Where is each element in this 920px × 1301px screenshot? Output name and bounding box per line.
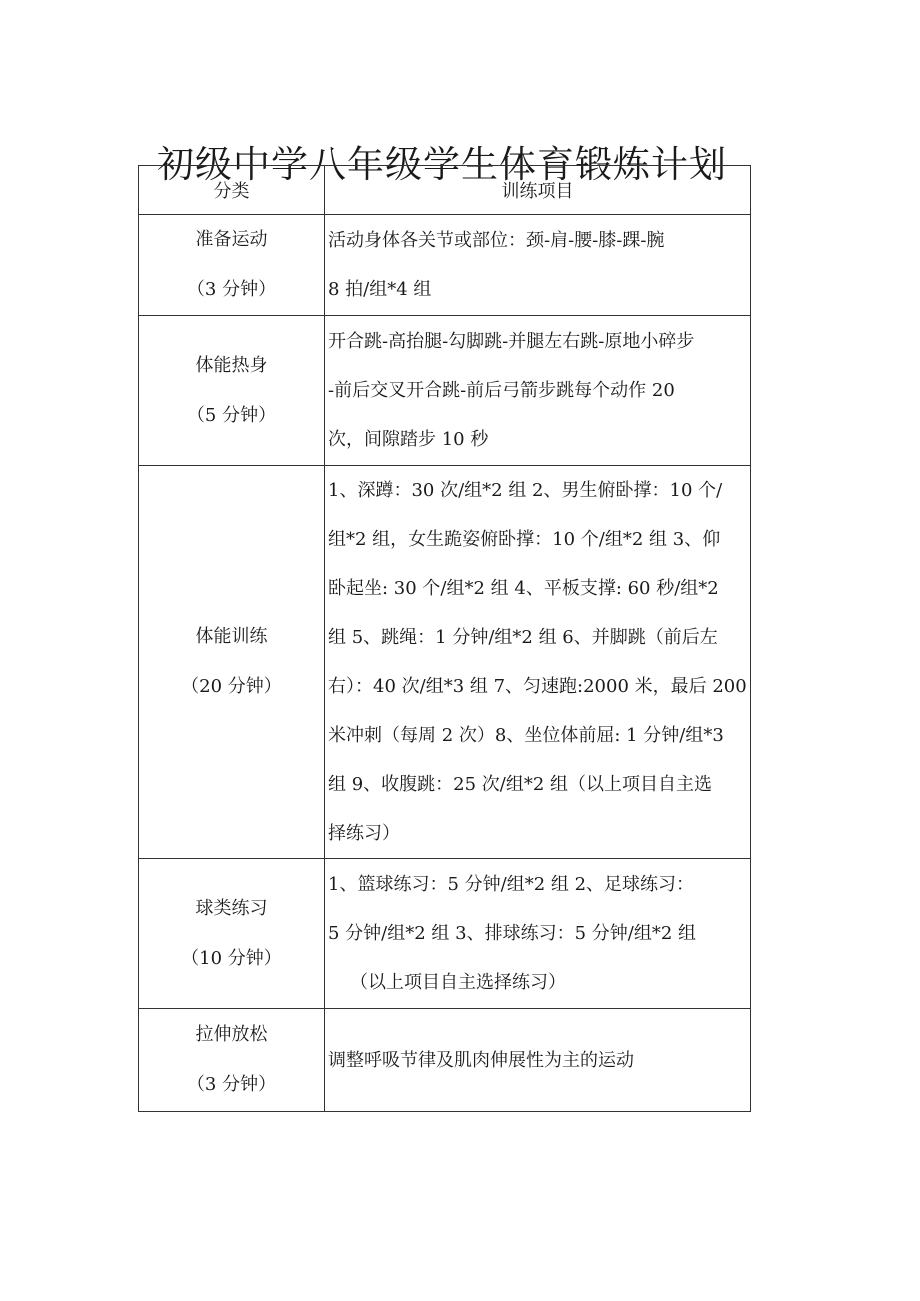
training-items-cell	[325, 316, 751, 466]
content-line: 开合跳-高抬腿-勾脚跳-并腿左右跳-原地小碎步	[328, 331, 695, 352]
category-name: 球类练习	[195, 897, 268, 919]
content-line: 调整呼吸节律及肌肉伸展性为主的运动	[328, 1049, 634, 1071]
content-line: 择练习）	[328, 823, 400, 844]
content-line: 8 拍/组*4 组	[328, 279, 432, 300]
content-line: （以上项目自主选择练习）	[350, 972, 566, 993]
content-line: 1、深蹲：30 次/组*2 组 2、男生俯卧撑：10 个/	[328, 480, 723, 501]
category-name: 拉伸放松	[195, 1024, 268, 1045]
header-training-items: 训练项目	[325, 166, 751, 215]
header-category: 分类	[139, 166, 325, 215]
table-header-row	[139, 166, 751, 215]
category-duration: （3 分钟）	[186, 279, 277, 300]
category-duration: （20 分钟）	[181, 676, 282, 697]
category-cell	[139, 859, 325, 1009]
content-line: -前后交叉开合跳-前后弓箭步跳每个动作 20	[328, 380, 675, 401]
content-line: 米冲刺（每周 2 次）8、坐位体前屈: 1 分钟/组*3	[328, 725, 724, 746]
category-name: 体能热身	[195, 354, 268, 376]
content-line: 活动身体各关节或部位：颈-肩-腰-膝-踝-腕	[328, 230, 665, 251]
training-items-cell	[325, 1009, 751, 1112]
table-row	[139, 215, 751, 316]
table-row	[139, 466, 751, 859]
category-cell	[139, 466, 325, 859]
content-line: 组 5、跳绳：1 分钟/组*2 组 6、并脚跳（前后左	[328, 627, 718, 648]
content-line: 1、篮球练习：5 分钟/组*2 组 2、足球练习：	[328, 874, 695, 895]
content-line: 卧起坐: 30 个/组*2 组 4、平板支撑: 60 秒/组*2	[328, 578, 719, 599]
content-line: 5 分钟/组*2 组 3、排球练习：5 分钟/组*2 组	[328, 923, 696, 944]
category-cell	[139, 316, 325, 466]
training-items-cell	[325, 859, 751, 1009]
table-row	[139, 316, 751, 466]
training-items-cell	[325, 215, 751, 316]
category-duration: （3 分钟）	[186, 1074, 277, 1095]
category-name: 准备运动	[195, 229, 268, 250]
content-line: 次，间隙踏步 10 秒	[328, 429, 489, 450]
category-duration: （5 分钟）	[186, 404, 277, 426]
content-line: 右）：40 次/组*3 组 7、匀速跑:2000 米，最后 200	[328, 676, 747, 697]
category-name: 体能训练	[195, 626, 268, 647]
content-line: 组*2 组，女生跪姿俯卧撑：10 个/组*2 组 3、仰	[328, 529, 721, 550]
table-row	[139, 1009, 751, 1112]
training-items-cell	[325, 466, 751, 859]
table-row	[139, 859, 751, 1009]
category-cell	[139, 215, 325, 316]
document-title: 初级中学八年级学生体育锻炼计划	[157, 142, 727, 186]
category-cell	[139, 1009, 325, 1112]
training-plan-table	[138, 165, 751, 1112]
category-duration: （10 分钟）	[181, 947, 282, 969]
content-line: 组 9、收腹跳：25 次/组*2 组（以上项目自主选	[328, 774, 713, 795]
